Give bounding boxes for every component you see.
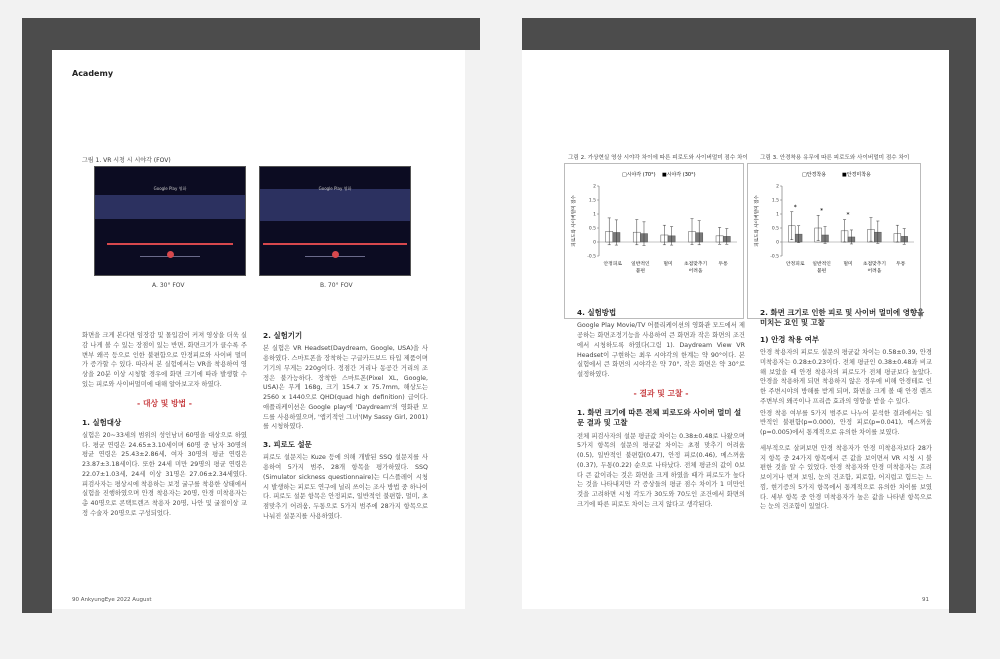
x-tick-label: 일반적인: [812, 262, 831, 267]
x-tick-label: 초점맞추기: [684, 262, 708, 267]
x-tick-label: 일반적인: [631, 262, 650, 267]
x-tick-label: 멀미: [663, 262, 673, 267]
heading-questionnaire: 3. 피로도 설문: [263, 440, 312, 450]
x-tick-label: 안정피로: [785, 262, 805, 267]
right-column-2: [760, 308, 932, 514]
y-tick-label: 1: [593, 212, 596, 218]
significance-marker: *: [846, 211, 850, 219]
left-page: [52, 50, 465, 609]
figure-3-caption: 그림 3. 안경착용 유무에 따른 피로도와 사이버멀미 점수 차이: [760, 155, 910, 161]
frame-right: [949, 18, 976, 613]
image-b-label: B. 70° FOV: [320, 282, 353, 289]
page-footer-left: 90 AnkyungEye 2022 August: [72, 597, 152, 603]
paragraph-glasses-2: 안경 착용 여부를 5가지 범주로 나누어 분석한 결과에서는 일반적인 불편함(p=0.000), 안정 피로(p=0.041), 메스꺼움(p=0.005)에서 통계적으로 유의한 차이를 보였다.: [760, 409, 932, 437]
vr-screenshot-70-fov: [259, 166, 411, 276]
heading-glasses: 1) 안경 착용 여부: [760, 334, 820, 344]
y-tick-label: 0.5: [771, 226, 779, 232]
section-title-methods: - 대상 및 방법 -: [137, 398, 192, 408]
frame-top-right: [522, 18, 976, 50]
heading-device: 2. 실험기기: [263, 331, 303, 340]
heading-procedure: 4. 실험방법: [577, 308, 617, 317]
figure-1-caption: 그림 1. VR 시청 시 시야각 (FOV): [82, 157, 171, 164]
y-tick-label: 1.5: [588, 198, 596, 204]
intro-paragraph: 화면을 크게 본다면 임장감 및 몰입감이 커져 영상을 더욱 실감 나게 볼 수 있는 장점이 있는 반면, 화면크기가 클수록 주변부 왜곡 등으로 인한 불편함으로 안정피로와 사이버 멀미가 증가할 수 있다. 따라서 본 실험에서는 VR을 착용하여 영상을 20분 이상 시청할 경우에 화면 크기에 따라 발생할 수 있는 피로와 사이버멀미에 대해 알아보고자 하였다.: [82, 332, 247, 388]
right-page: [522, 50, 949, 609]
y-tick-label: 0.5: [588, 226, 596, 232]
figure-2-caption: 그림 2. 가상현실 영상 시야각 차이에 따른 피로도와 사이버멀미 점수 차이: [568, 155, 748, 161]
frame-top-left: [22, 18, 480, 50]
play-icon: [332, 251, 339, 258]
vr-app-title-a: Google Play 영화: [153, 186, 187, 192]
y-tick-label: 0: [776, 240, 779, 246]
x-tick-label: 초점맞추기: [862, 262, 886, 267]
significance-marker: *: [793, 203, 797, 211]
vr-app-title-b: Google Play 영화: [318, 186, 352, 192]
y-tick-label: 1: [776, 212, 779, 218]
paragraph-glasses-3: 세부적으로 살펴보면 안경 착용자가 안경 미착용자보다 28가지 항목 중 24가지 항목에서 큰 값을 보이면서 VR 시청 시 불편한 것을 알 수 있었다. 안경 착용자와 안경 미착용자는 흐려 보이거나 번져 보임, 눈의 건조함, 피로함, 어지럽고 힘드는 느낌, 현기증의 5가지 항목에서 통계적으로 유의한 차이를 보였다. 세부 항목 중 안경 미착용자가 높은 값을 나타낸 항목으로는 눈의 건조함이 있었다.: [760, 444, 932, 511]
y-tick-label: -0.5: [770, 254, 779, 260]
significance-marker: *: [820, 207, 824, 215]
y-tick-label: 1.5: [771, 198, 779, 204]
legend-entry-0: □안경착용: [802, 172, 827, 178]
x-tick-label: 두통: [896, 262, 906, 267]
paragraph-procedure: Google Play Movie/TV 어플리케이션의 영화관 모드에서 제공하는 화면조정기능을 사용하여 큰 화면과 작은 화면의 조건에서 시청하도록 하였다(그림 1). Daydream View VR Headset이 구현하는 최우 시야각의 한계는 약 90°이다. 본 실험에서 큰 화면의 시야각은 약 70°, 작은 화면은 약 30°로 설정하였다.: [577, 322, 745, 379]
left-column-1: [82, 331, 247, 521]
play-icon: [167, 251, 174, 258]
figure-2-chart: [564, 163, 744, 319]
y-tick-label: 0: [593, 240, 596, 246]
figure-3-chart: [747, 163, 921, 319]
figure-2-svg: [565, 164, 743, 318]
heading-subjects: 1. 실험대상: [82, 417, 122, 427]
x-tick-label: 어려움: [867, 269, 882, 274]
brand-logo: Academy: [72, 69, 114, 78]
x-tick-label: 불편: [635, 269, 646, 274]
y-tick-label: 2: [593, 184, 596, 190]
legend-entry-0: □시야각 (70°): [622, 172, 656, 178]
heading-result-2: 2. 화면 크기로 인한 피로 및 사이버 멀미에 영향을 미치는 요인 및 고찰: [760, 308, 925, 328]
heading-result-1: 1. 화면 크기에 따른 전체 피로도와 사이버 멀미 설문 결과 및 고찰: [577, 407, 742, 428]
x-tick-label: 어려움: [688, 269, 703, 274]
section-title-results: - 결과 및 고찰 -: [633, 388, 689, 398]
x-tick-label: 두통: [718, 262, 728, 267]
figure-3-svg: [748, 164, 920, 318]
paragraph-subjects: 실험은 20~33세의 범위의 성인남녀 60명을 대상으로 하였다. 평균 연령은 24.65±3.10세이며 60명 중 남자 30명의 평균 연령은 25.43±2.86세, 여자 30명의 평균 연령은 23.87±3.18세이다. 또한 24세 미만 29명의 평균 연령은 22.07±1.03세, 24세 이상 31명은 27.06±2.34세였다. 피검사자는 평상시에 착용하는 보정 굴구를 착용한 상태에서 실험을 진행하였으며 안경 착용자는 20명, 안경 미착용자는 총 40명으로 콘택트렌즈 착용자 20명, 나안 및 굴절이상 교정 수술자 20명으로 구성되었다.: [82, 431, 247, 517]
legend-entry-1: ■안경미착용: [842, 172, 871, 178]
right-column-1: [577, 308, 745, 512]
y-tick-label: 2: [776, 184, 779, 190]
y-axis-label: 피로도와 사이버멀미 점수: [572, 195, 577, 247]
x-tick-label: 안정피로: [603, 262, 623, 267]
paragraph-device: 본 실험은 VR Headset(Daydream, Google, USA)을 사용하였다. 스마트폰을 장착하는 구글카드보드 타입 제품이며 기기의 무게는 220g이다. 정점간 거리나 동공간 거리의 조정은 불가능하다. 장착한 스마트폰(Pixel XL, Google, USA)은 무게 168g, 크기 154.7 x 75.7mm, 해상도는 2560 x 1440으로 QHD(quad high definition) 급이다. 애플리케이션은 Google play에 'Daydream'의 영화관 모드를 사용하였으며, '앱키적인 그녀'(My Sassy Girl, 2001)를 시청하였다.: [263, 345, 428, 431]
left-column-2: [263, 331, 428, 524]
frame-left: [22, 18, 52, 613]
vr-screenshot-30-fov: [94, 166, 246, 276]
image-a-label: A. 30° FOV: [152, 282, 185, 289]
page-footer-right: 91: [922, 597, 929, 603]
paragraph-glasses-1: 안경 착용자의 피로도 설문의 평균값 차이는 0.58±0.39, 안경 미착용자는 0.28±0.23이다. 전체 평균인 0.38±0.48과 비교해 보았을 때 안경 착용자의 피로도가 전체 평균보다 높았다. 안경을 착용하게 되면 착용하지 않은 경우에 비해 안경테로 인한 주변시야의 방해를 받게 되며, 화면을 크게 볼 때 안경 렌즈 주변부의 왜곡이나 프리즘 효과의 영향을 받을 수 있다.: [760, 349, 932, 405]
y-axis-label: 피로도와 사이버멀미 점수: [755, 195, 760, 247]
x-tick-label: 멀미: [843, 262, 853, 267]
y-tick-label: -0.5: [587, 254, 596, 260]
paragraph-result-1: 전체 피검사자의 설문 평균값 차이는 0.38±0.48로 나왔으며 5가지 항목의 설문의 평균값 차이는 초점 맞추기 어려움(0.5), 일반적인 불편함(0.47), 안정 피로(0.46), 메스꺼움(0.37), 두통(0.22) 순으로 나타났다. 전체 평균의 값이 0보다 큰 값이라는 것은 화면을 크게 하였을 때가 피로도가 높다는 것을 나타내지만 각 증상들의 평균 점수 차이가 1 미만인 것을 고려하면 시청 각도가 30도와 70도인 조건에서 화면의 크기에 따른 피로도 차이는 크지 않다고 생각된다.: [577, 432, 745, 508]
x-tick-label: 불편: [816, 269, 827, 274]
legend-entry-1: ■시야각 (30°): [662, 172, 696, 178]
paragraph-questionnaire: 피로도 설문지는 Kuze 등에 의해 개발된 SSQ 설문지를 사용하여 5가지 범주, 28개 항목을 평가하였다. SSQ (Simulator sickness questionnaire)는 디스플레이 시청시 발생하는 피로도 연구에 널리 쓰이는 조사 방법 중 하나이다. 피로도 설문 항목은 안정피로, 일반적인 불편함, 멀미, 초점맞추기 어려움, 두통으로 5가지 범주에 28가지 항목으로 나눠진 설문지를 사용하였다.: [263, 454, 428, 520]
